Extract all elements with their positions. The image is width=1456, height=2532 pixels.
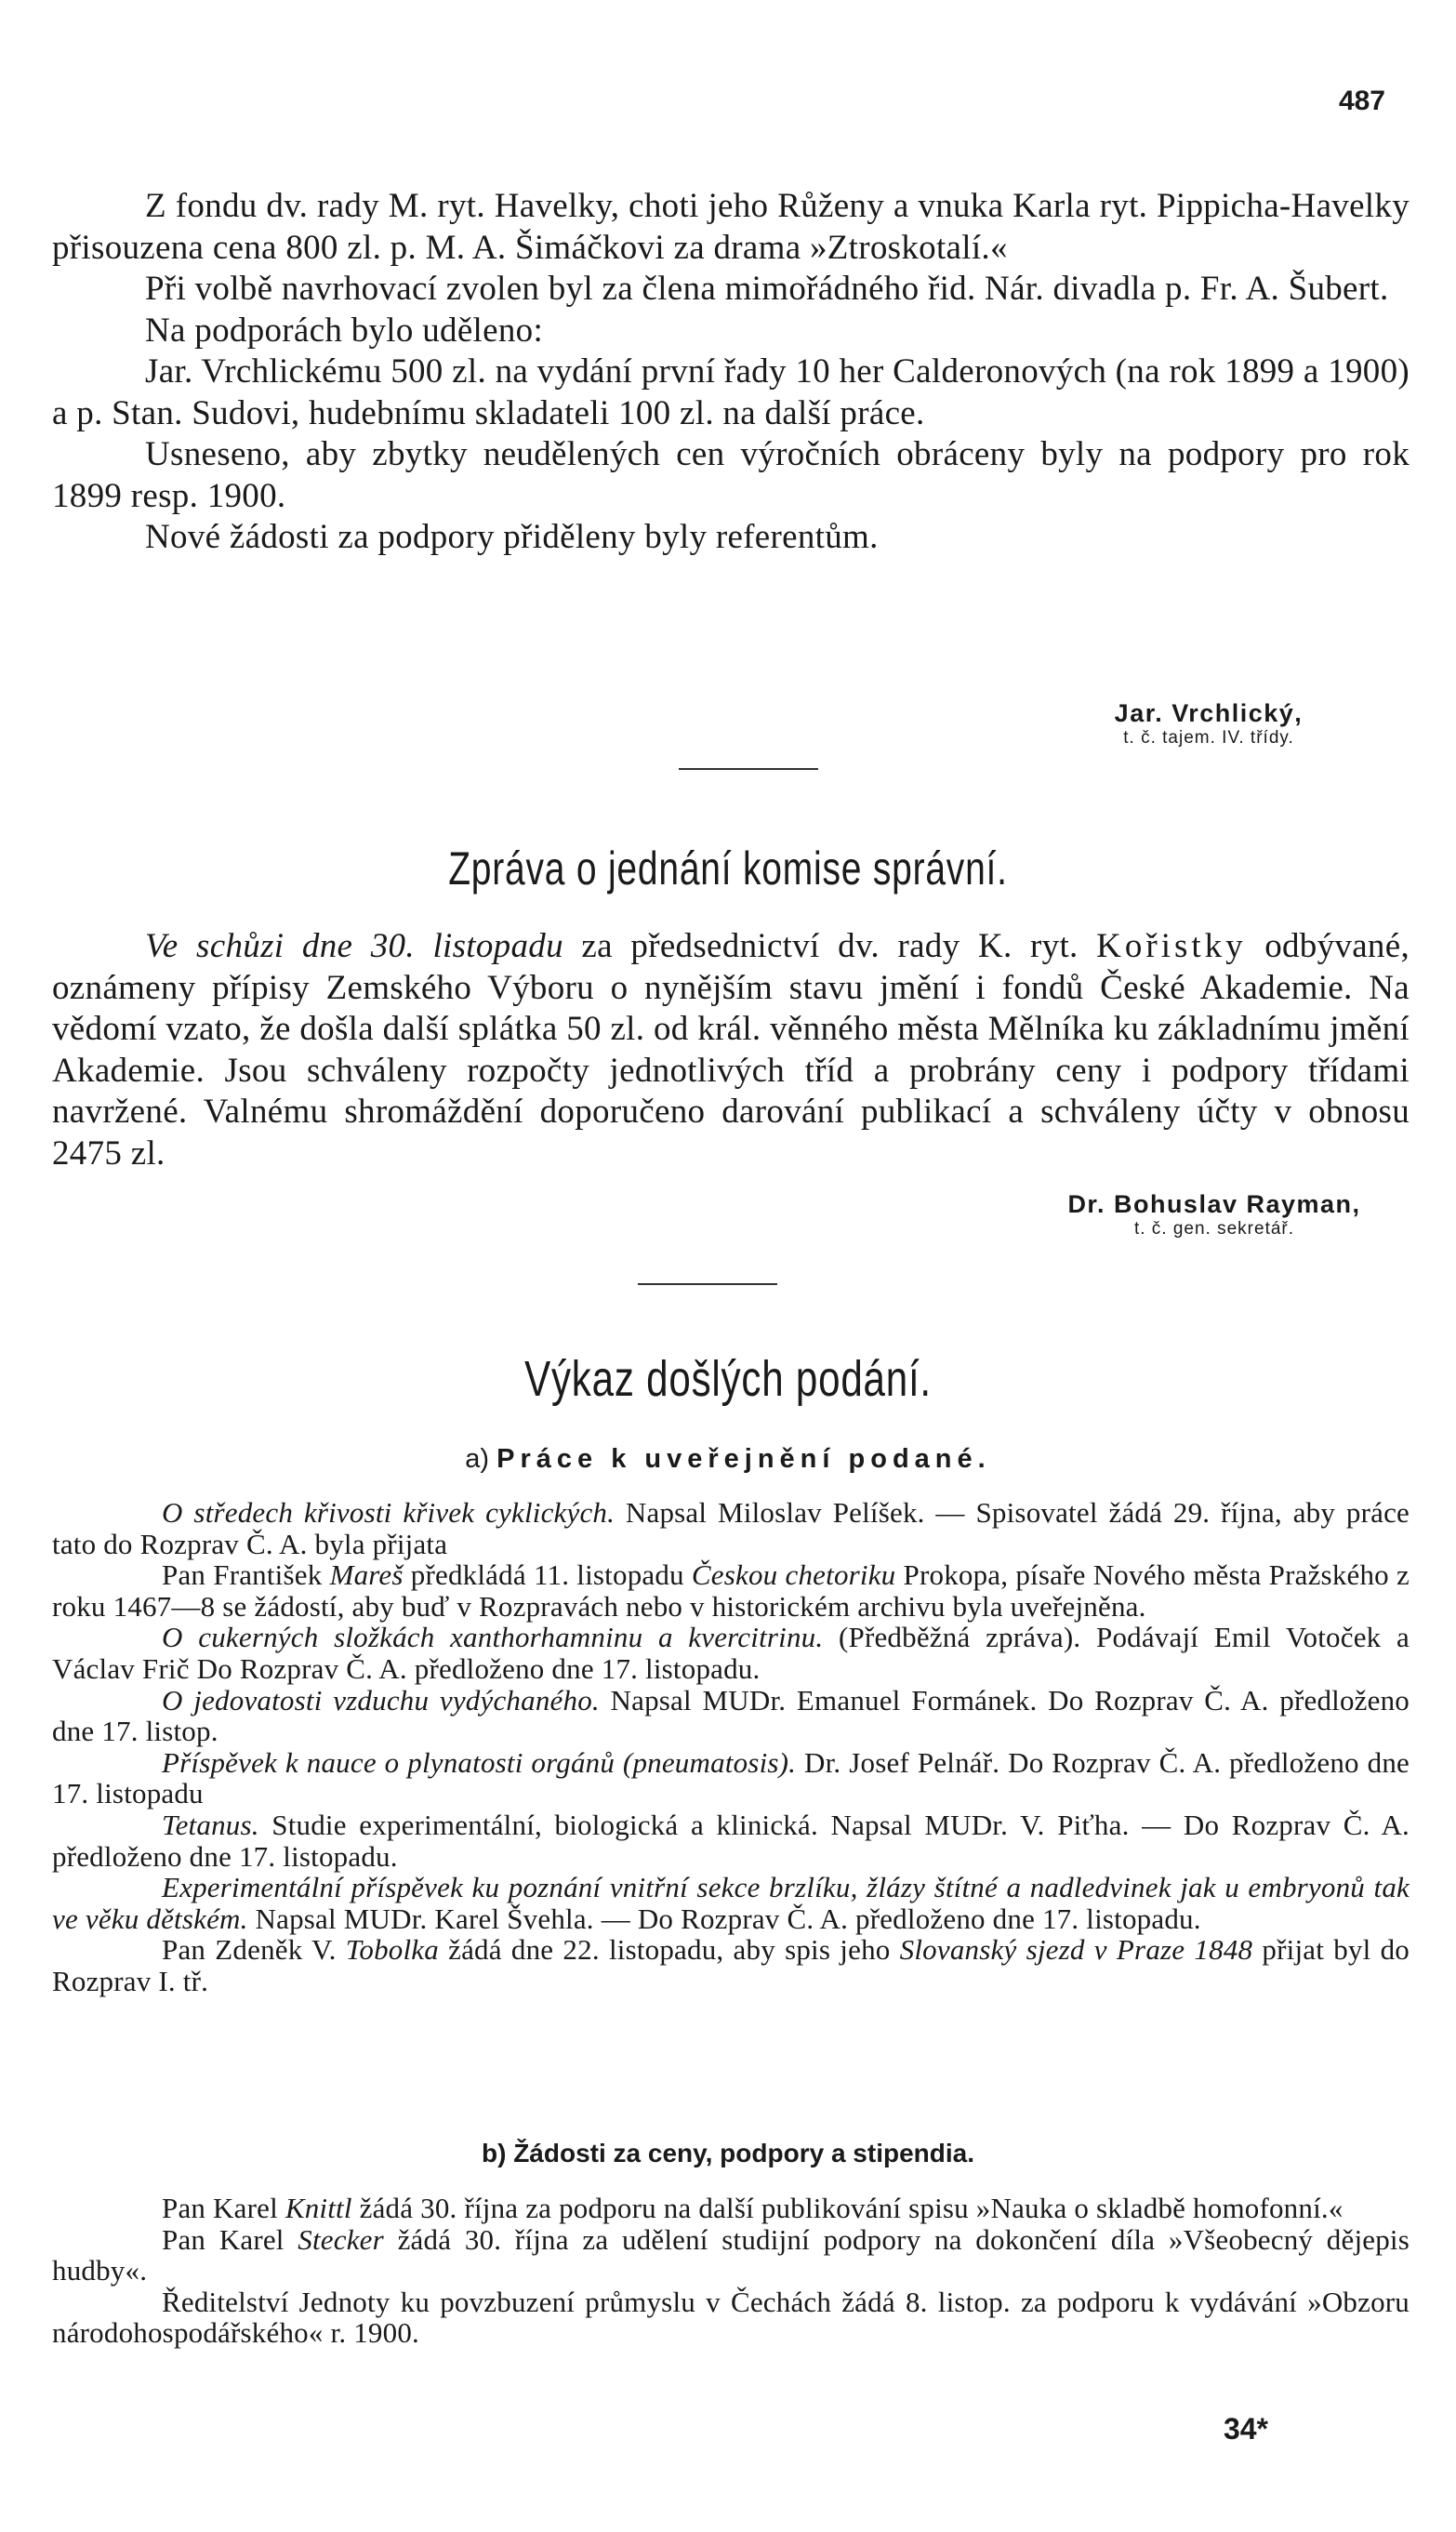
- entries-a: [52, 1497, 1410, 1997]
- spaced-name: Kořistky: [1096, 927, 1247, 965]
- entries-b: [52, 2193, 1410, 2349]
- lead-date: Ve schůzi dne 30. listopadu: [145, 927, 563, 965]
- signature-block: [1023, 699, 1395, 749]
- signature-title: t. č. gen. sekretář.: [1133, 1219, 1295, 1239]
- subheading-b: b) Žádosti za ceny, podpory a stipendia.: [481, 2139, 974, 2167]
- list-item: Pan Karel Knittl žádá 30. října za podporu na další publikování spisu »Nauka o skladbě homofonní.«: [162, 2192, 1343, 2224]
- list-item: Ředitelství Jednoty ku povzbuzení průmyslu v Čechách žádá 8. listop. za podporu k vydávání »Obzoru národohospodářského« r. 1900.: [52, 2285, 1410, 2350]
- list-item: Tetanus. Studie experimentální, biologická a klinická. Napsal MUDr. V. Piťha. — Do Rozprav Č. A. předloženo dne 17. listopadu.: [52, 1808, 1410, 1873]
- section-minutes: [52, 186, 1410, 559]
- section-heading: Zpráva o jednání komise správní.: [448, 842, 1008, 895]
- subheading-a: a) Práce k uveřejnění podané.: [465, 1444, 991, 1474]
- paragraph: Při volbě navrhovací zvolen byl za člena mimořádného řid. Nár. divadla p. Fr. A. Šubert.: [145, 270, 1389, 308]
- paragraph: Usneseno, aby zbytky neudělených cen výročních obráceny byly na podpory pro rok 1899 resp. 1900.: [52, 435, 1410, 515]
- list-item: Experimentální příspěvek ku poznání vnitřní sekce brzlíku, žlázy štítné a nadledvinek jak u embryonů tak ve věku dětském. Napsal MUDr. Karel Švehla. — Do Rozprav Č. A. předloženo dne 17. listopadu.: [52, 1871, 1410, 1935]
- signature-mark: 34*: [1223, 2412, 1268, 2446]
- list-item: O středech křivosti křivek cyklických. Napsal Miloslav Pelíšek. — Spisovatel žádá 29. října, aby práce tato do Rozprav Č. A. byla přijata: [52, 1496, 1410, 1560]
- list-item: Pan Zdeněk V. Tobolka žádá dne 22. listopadu, aby spis jeho Slovanský sjezd v Praze 1848 přijat byl do Rozprav I. tř.: [52, 1933, 1410, 1997]
- paragraph: Ve schůzi dne 30. listopadu za předsednictví dv. rady K. ryt. Kořistky odbývané, oznámeny přípisy Zemského Výboru o nynějším stavu jmění i fondů České Akademie. Na vědomí vzato, že došla další splátka 50 zl. od král. věnného města Mělníka ku základnímu jmění Akademie. Jsou schváleny rozpočty jednotlivých tříd a probrány ceny i podpory třídami navržené. Valnému shromáždění doporučeno darování publikací a schváleny účty v obnosu 2475 zl.: [52, 927, 1410, 1173]
- page-number: 487: [1338, 86, 1385, 116]
- divider: [638, 1283, 777, 1285]
- section-heading: Výkaz došlých podání.: [524, 1351, 932, 1407]
- paragraph: Jar. Vrchlickému 500 zl. na vydání první řady 10 her Calderonových (na rok 1899 a 1900) a p. Stan. Sudovi, hudebnímu skladateli 100 zl. na další práce.: [52, 352, 1410, 432]
- list-item: Pan Karel Stecker žádá 30. října za udělení studijní podpory na dokončení díla »Všeobecný dějepis hudby«.: [52, 2222, 1410, 2287]
- paragraph: Z fondu dv. rady M. ryt. Havelky, choti jeho Růženy a vnuka Karla ryt. Pippicha-Havelky přisouzena cena 800 zl. p. M. A. Šimáčkovi za drama »Ztroskotalí.«: [52, 187, 1410, 267]
- list-item: Příspěvek k nauce o plynatosti orgánů (pneumatosis). Dr. Josef Pelnář. Do Rozprav Č. A. předloženo dne 17. listopadu: [52, 1745, 1410, 1810]
- signature-name: Jar. Vrchlický,: [1114, 699, 1304, 727]
- divider: [679, 768, 818, 770]
- list-item: Pan František Mareš předkládá 11. listopadu Českou chetoriku Prokopa, písaře Nového města Pražského z roku 1467—8 se žádostí, aby buď v Rozpravách nebo v historickém archivu byla uveřejněna.: [52, 1558, 1410, 1623]
- signature-title: t. č. tajem. IV. třídy.: [1123, 728, 1294, 748]
- paragraph: Na podporách bylo uděleno:: [145, 311, 544, 350]
- signature-block: [1010, 1190, 1419, 1239]
- paragraph: Nové žádosti za podpory přiděleny byly referentům.: [145, 518, 879, 556]
- section-commission: [52, 926, 1410, 1174]
- list-item: O jedovatosti vzduchu vydýchaného. Napsal MUDr. Emanuel Formánek. Do Rozprav Č. A. předloženo dne 17. listop.: [52, 1683, 1410, 1748]
- signature-name: Dr. Bohuslav Rayman,: [1067, 1190, 1361, 1218]
- list-item: O cukerných složkách xanthorhamninu a kvercitrinu. (Předběžná zpráva). Podávají Emil Votoček a Václav Frič Do Rozprav Č. A. předloženo dne 17. listopadu.: [52, 1621, 1410, 1685]
